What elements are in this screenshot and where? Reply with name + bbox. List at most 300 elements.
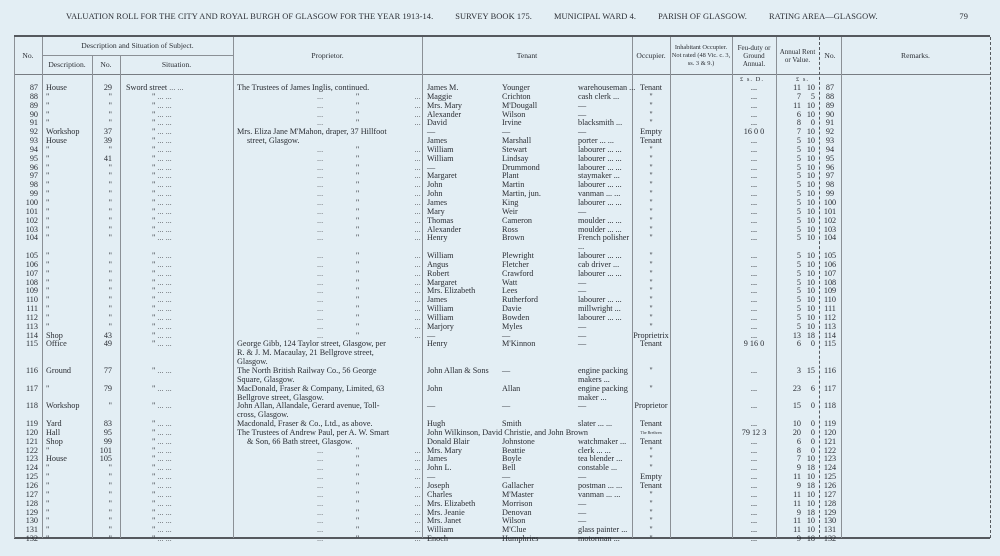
occupier: Tenant <box>639 339 663 349</box>
rent-shillings: 10 <box>806 295 815 305</box>
occupier: Tenant <box>639 136 663 146</box>
occupier: " <box>649 189 653 199</box>
tenant-surname: — <box>502 127 511 137</box>
situation: " ... <box>120 491 233 500</box>
feu-duty: ... <box>750 454 758 464</box>
feu-duty: ... <box>750 251 758 261</box>
title-roll: VALUATION ROLL FOR THE CITY AND ROYAL BURGH OF GLASGOW FOR THE YEAR 1913-14. <box>66 12 434 21</box>
rent-pounds: 5 <box>796 180 801 190</box>
tenant <box>422 367 632 385</box>
tenant-first-name: Maggie <box>427 91 453 101</box>
annual-rent <box>776 535 819 544</box>
tenant-first-name: William <box>427 312 454 322</box>
inhabitant-occupier <box>670 509 732 518</box>
entry-number-right: 97 <box>825 171 835 181</box>
street-number: " <box>108 277 112 287</box>
rent-pounds: 7 <box>796 127 801 137</box>
situation: " ... <box>120 217 233 226</box>
remarks <box>841 279 990 288</box>
tenant-occupation: — <box>578 401 587 411</box>
description: " <box>46 215 50 225</box>
description: " <box>46 489 50 499</box>
rent-shillings: 10 <box>806 136 815 146</box>
street-number: 83 <box>103 419 112 429</box>
rent-shillings: 10 <box>806 277 815 287</box>
feu-duty: ... <box>750 321 758 331</box>
feu-duty: ... <box>750 507 758 517</box>
rent-shillings: 18 <box>806 463 815 473</box>
entry-number: 93 <box>29 136 38 146</box>
entry-number-right: 105 <box>823 251 837 261</box>
remarks <box>841 226 990 235</box>
tenant-occupation: labourer ... ... <box>578 197 622 207</box>
proprietor: ... " ... <box>233 93 422 102</box>
tenant-occupation: cash clerk ... <box>578 91 620 101</box>
situation: Sword street ... <box>120 84 233 93</box>
entry-number: 131 <box>25 525 38 535</box>
inhabitant-occupier <box>670 429 732 438</box>
proprietor: ... " ... <box>233 252 422 261</box>
street-number: " <box>108 516 112 526</box>
rent-shillings: 5 <box>810 91 815 101</box>
description: Office <box>46 339 67 349</box>
occupier: " <box>649 224 653 234</box>
situation: " ... <box>120 340 233 367</box>
situation: " ... <box>120 367 233 385</box>
situation: " ... <box>120 509 233 518</box>
rent-shillings: 10 <box>806 144 815 154</box>
feu-duty: ... <box>750 516 758 526</box>
tenant-surname: Weir <box>502 206 518 216</box>
tenant-occupation: — <box>578 277 587 287</box>
tenant-surname: Drummond <box>502 162 540 172</box>
entry-number-right: 98 <box>825 180 835 190</box>
tenant-surname: M'Kinnon <box>502 339 536 349</box>
feu-duty: ... <box>750 109 758 119</box>
remarks <box>841 447 990 456</box>
tenant-occupation: labourer ... ... <box>578 180 622 190</box>
tenant-first-name: John <box>427 180 443 190</box>
rent-pounds: 9 <box>796 480 801 490</box>
occupier: " <box>649 295 653 305</box>
situation: " ... <box>120 199 233 208</box>
remarks <box>841 332 990 341</box>
occupier: " <box>649 277 653 287</box>
street-number: " <box>108 472 112 482</box>
situation: " ... <box>120 473 233 482</box>
proprietor: ... " ... <box>233 447 422 456</box>
occupier: Empty <box>640 472 662 482</box>
rent-pounds: 5 <box>796 171 801 181</box>
inhabitant-occupier <box>670 517 732 526</box>
tenant-surname: Allan <box>502 383 521 393</box>
rent-pounds: 5 <box>796 153 801 163</box>
description: " <box>46 118 50 128</box>
entry-number: 106 <box>25 259 38 269</box>
entry-number: 109 <box>25 286 38 296</box>
remarks <box>841 296 990 305</box>
inhabitant-occupier <box>670 323 732 332</box>
remarks <box>841 102 990 111</box>
feu-duty: ... <box>750 366 758 375</box>
description: " <box>46 534 50 544</box>
rent-pounds: 5 <box>796 286 801 296</box>
entry-number-right: 87 <box>825 83 835 92</box>
description: " <box>46 268 50 278</box>
inhabitant-occupier <box>670 137 732 146</box>
entry-number-right: 93 <box>825 136 835 146</box>
tenant <box>422 323 632 332</box>
tenant-first-name: Marjory <box>427 321 454 331</box>
rent-pounds: 6 <box>796 436 801 446</box>
tenant-surname: — <box>502 330 511 340</box>
rent-pounds: 15 <box>792 401 801 411</box>
entry-number-right: 132 <box>823 534 837 544</box>
remarks <box>841 367 990 385</box>
entry-number: 107 <box>25 268 38 278</box>
entry-number-right: 130 <box>823 516 837 526</box>
tenant-occupation: labourer ... ... <box>578 162 622 172</box>
situation: " ... <box>120 500 233 509</box>
inhabitant-occupier <box>670 111 732 120</box>
tenant-surname: — <box>502 401 511 411</box>
occupier: " <box>649 383 653 393</box>
remarks <box>841 305 990 314</box>
tenant <box>422 119 632 128</box>
entry-number-right: 94 <box>825 144 835 154</box>
street-number: " <box>108 109 112 119</box>
entry-number: 89 <box>29 100 38 110</box>
situation: " ... <box>120 93 233 102</box>
rent-pounds: 5 <box>796 295 801 305</box>
tenant-first-name: William <box>427 304 454 314</box>
proprietor: ... " ... <box>233 482 422 491</box>
remarks <box>841 146 990 155</box>
entry-number-right: 88 <box>825 91 835 101</box>
remarks <box>841 287 990 296</box>
table-row <box>14 234 990 252</box>
entry-number-right: 118 <box>824 401 836 411</box>
rent-shillings: 10 <box>806 180 815 190</box>
street-number: " <box>108 171 112 181</box>
page-number: 79 <box>959 12 968 21</box>
tenant-surname: Martin <box>502 180 525 190</box>
entry-number-right: 104 <box>823 233 837 243</box>
proprietor: ... " ... <box>233 226 422 235</box>
tenant-occupation: engine packing makers ... <box>578 366 628 384</box>
situation: " ... <box>120 323 233 332</box>
tenant-surname: M'Master <box>502 489 534 499</box>
tenant-first-name: James <box>427 295 448 305</box>
header-feu-duty: Feu-duty or Ground Annual. <box>737 43 771 68</box>
rent-shillings: 10 <box>806 472 815 482</box>
proprietor: ... " ... <box>233 181 422 190</box>
rent-shillings: 18 <box>806 507 815 517</box>
rent-pounds: 5 <box>796 268 801 278</box>
tenant-occupation: — <box>578 507 587 517</box>
tenant-surname: Denovan <box>502 507 532 517</box>
rent-pounds: 23 <box>792 383 801 393</box>
situation: " ... <box>120 438 233 447</box>
entry-number-right: 116 <box>824 366 836 375</box>
situation: " ... <box>120 429 233 438</box>
occupier: " <box>649 366 653 375</box>
rent-shillings: 10 <box>806 321 815 331</box>
description: " <box>46 445 50 455</box>
occupier: " <box>649 525 653 535</box>
situation: " ... <box>120 402 233 420</box>
tenant-first-name: Mary <box>427 206 445 216</box>
tenant-occupation: vanman ... ... <box>578 489 621 499</box>
situation: " ... <box>120 119 233 128</box>
occupier: " <box>649 312 653 322</box>
occupier: " <box>649 498 653 508</box>
description: " <box>46 144 50 154</box>
feu-duty: ... <box>750 224 758 234</box>
entry-number-right: 124 <box>823 463 837 473</box>
feu-duty: ... <box>750 118 758 128</box>
tenant-surname: Plewright <box>502 251 534 261</box>
rent-shillings: 10 <box>806 189 815 199</box>
entry-number: 128 <box>25 498 38 508</box>
street-number: " <box>108 286 112 296</box>
feu-duty: ... <box>750 525 758 535</box>
tenant-first-name: William <box>427 525 454 535</box>
tenant-occupation: postman ... ... <box>578 480 623 490</box>
remarks <box>841 526 990 535</box>
feu-duty: ... <box>750 419 758 429</box>
proprietor: & Son, 66 Bath street, Glasgow. <box>247 436 353 446</box>
feu-duty: ... <box>750 162 758 172</box>
tenant-surname: Johnstone <box>502 436 535 446</box>
description: " <box>46 516 50 526</box>
rent-shillings: 10 <box>806 171 815 181</box>
entry-number-right: 101 <box>823 206 837 216</box>
rent-pounds: 5 <box>796 162 801 172</box>
inhabitant-occupier <box>670 526 732 535</box>
entry-number-right: 131 <box>823 525 837 535</box>
street-number: " <box>108 259 112 269</box>
street-number: 39 <box>103 136 112 146</box>
occupier: " <box>649 304 653 314</box>
entry-number-right: 110 <box>824 295 836 305</box>
tenant-surname: Lees <box>502 286 518 296</box>
entry-number: 124 <box>25 463 38 473</box>
inhabitant-occupier <box>670 102 732 111</box>
remarks <box>841 261 990 270</box>
header-number: No. <box>100 60 112 69</box>
valuation-table-body <box>14 84 990 544</box>
entry-number: 119 <box>26 419 38 429</box>
rent-pounds: 11 <box>793 472 801 482</box>
situation: " ... <box>120 226 233 235</box>
entry-number-right: 107 <box>823 268 837 278</box>
proprietor: The Trustees of Andrew Paul, per A. W. Smart <box>237 427 390 437</box>
tenant-surname: Boyle <box>502 454 522 464</box>
entry-number-right: 89 <box>825 100 835 110</box>
situation: " ... <box>120 332 233 341</box>
description: " <box>46 463 50 473</box>
tenant-occupation: — <box>578 339 587 349</box>
rent-shillings: 10 <box>806 454 815 464</box>
description: Shop <box>46 436 63 446</box>
street-number: " <box>108 91 112 101</box>
remarks <box>841 464 990 473</box>
description: " <box>46 189 50 199</box>
remarks <box>841 402 990 420</box>
occupier: " <box>649 153 653 163</box>
feu-duty: ... <box>750 259 758 269</box>
tenant-occupation: — <box>578 472 587 482</box>
occupier: " <box>649 171 653 181</box>
street-number: " <box>108 189 112 199</box>
rent-pounds: 13 <box>792 330 801 340</box>
tenant-occupation: French polisher ... <box>578 233 630 252</box>
feu-duty: ... <box>750 436 758 446</box>
tenant-occupation: — <box>578 286 587 296</box>
description: " <box>46 197 50 207</box>
proprietor: ... " ... <box>233 102 422 111</box>
feu-duty: ... <box>750 197 758 207</box>
street-number: " <box>108 215 112 225</box>
feu-duty: ... <box>750 268 758 278</box>
proprietor: ... " ... <box>233 473 422 482</box>
tenant-first-name: Henry <box>427 233 448 243</box>
situation: " ... <box>120 314 233 323</box>
annual-rent <box>776 234 819 252</box>
tenant-occupation: labourer ... ... <box>578 268 622 278</box>
remarks <box>841 340 990 367</box>
entry-number: 130 <box>25 516 38 526</box>
entry-number-right: 111 <box>824 304 836 314</box>
annual-rent <box>776 367 819 385</box>
tenant-first-name: John L. <box>427 463 452 473</box>
situation: " ... <box>120 172 233 181</box>
situation: " ... <box>120 296 233 305</box>
tenant-surname: Crichton <box>502 91 531 101</box>
entry-number: 101 <box>25 206 38 216</box>
remarks <box>841 252 990 261</box>
entry-number: 96 <box>29 162 38 172</box>
rent-shillings: 10 <box>806 153 815 163</box>
remarks <box>841 455 990 464</box>
tenant-surname: Crawford <box>502 268 534 278</box>
description: " <box>46 472 50 482</box>
entry-number: 103 <box>25 224 38 234</box>
street-number: " <box>108 463 112 473</box>
rent-pounds: 7 <box>796 91 801 101</box>
tenant-first-name: Alexander <box>427 224 462 234</box>
entry-number: 105 <box>25 251 38 261</box>
feu-duty: ... <box>750 489 758 499</box>
feu-units: £ s. D. <box>740 76 764 83</box>
rent-shillings: 10 <box>806 233 815 243</box>
street-number: " <box>108 525 112 535</box>
inhabitant-occupier <box>670 146 732 155</box>
feu-duty: ... <box>750 295 758 305</box>
tenant-occupation: — <box>578 516 587 526</box>
entry-number: 88 <box>29 91 38 101</box>
header-no-right: No. <box>824 50 836 60</box>
entry-number-right: 121 <box>823 436 837 446</box>
tenant-occupation: watchmaker ... <box>578 436 627 446</box>
description: House <box>46 454 67 464</box>
title-ward: MUNICIPAL WARD 4. <box>553 12 637 21</box>
feu-duty: ... <box>750 383 758 393</box>
entry-number: 111 <box>26 304 38 314</box>
proprietor: ... " ... <box>233 305 422 314</box>
proprietor: ... " ... <box>233 234 422 252</box>
tenant-first-name: Angus <box>427 259 449 269</box>
tenant-occupation: blacksmith ... <box>578 118 623 128</box>
tenant-occupation: — <box>578 127 587 137</box>
tenant <box>422 234 632 252</box>
rent-pounds: 5 <box>796 144 801 154</box>
feu-duty: ... <box>750 312 758 322</box>
remarks <box>841 385 990 403</box>
tenant <box>422 385 632 403</box>
feu-duty: ... <box>750 91 758 101</box>
tenant-surname: Myles <box>502 321 523 331</box>
tenant-first-name: James <box>427 454 448 464</box>
tenant-occupation: labourer ... ... <box>578 295 622 305</box>
tenant-first-name: Mrs. Jeanie <box>427 507 465 517</box>
tenant-occupation: engine packing maker ... <box>578 383 628 402</box>
entry-number-right: 122 <box>823 445 837 455</box>
inhabitant-occupier <box>670 181 732 190</box>
remarks <box>841 181 990 190</box>
tenant-first-name: Mrs. Mary <box>427 100 463 110</box>
description: " <box>46 162 50 172</box>
street-number: " <box>108 100 112 110</box>
rent-shillings: 10 <box>806 286 815 296</box>
entry-number: 117 <box>26 383 38 393</box>
proprietor: ... " ... <box>233 190 422 199</box>
tenant-occupation: cab driver ... <box>578 259 620 269</box>
feu-duty: ... <box>750 83 758 92</box>
remarks <box>841 217 990 226</box>
tenant-first-name: Alexander <box>427 109 462 119</box>
rent-pounds: 3 <box>796 366 801 375</box>
tenant-first-name: John <box>427 383 443 393</box>
tenant-surname: Ross <box>502 224 518 234</box>
tenant-first-name: Mrs. Elizabeth <box>427 498 476 508</box>
feu-duty: ... <box>750 233 758 243</box>
tenant-surname: Plant <box>502 171 519 181</box>
rent-pounds: 5 <box>796 215 801 225</box>
header-proprietor: Proprietor. <box>311 50 344 60</box>
feu-duty: ... <box>750 215 758 225</box>
entry-number: 121 <box>25 436 38 446</box>
remarks <box>841 119 990 128</box>
remarks <box>841 420 990 429</box>
tenant-surname: M'Dougall <box>502 100 538 110</box>
inhabitant-occupier <box>670 438 732 447</box>
rent-pounds: 5 <box>796 312 801 322</box>
entry-number-right: 109 <box>823 286 837 296</box>
rent-shillings: 10 <box>806 312 815 322</box>
occupier: " <box>649 162 653 172</box>
rent-pounds: 6 <box>796 109 801 119</box>
tenant-occupation: — <box>578 206 587 216</box>
proprietor: Mrs. Eliza Jane M'Mahon, draper, 37 Hillfoot <box>237 127 387 137</box>
rent-units: £ s. <box>796 76 810 83</box>
entry-number-right: 115 <box>824 339 836 349</box>
feu-duty: ... <box>750 304 758 314</box>
description: " <box>46 251 50 261</box>
entry-number-right: 112 <box>824 312 836 322</box>
remarks <box>841 491 990 500</box>
